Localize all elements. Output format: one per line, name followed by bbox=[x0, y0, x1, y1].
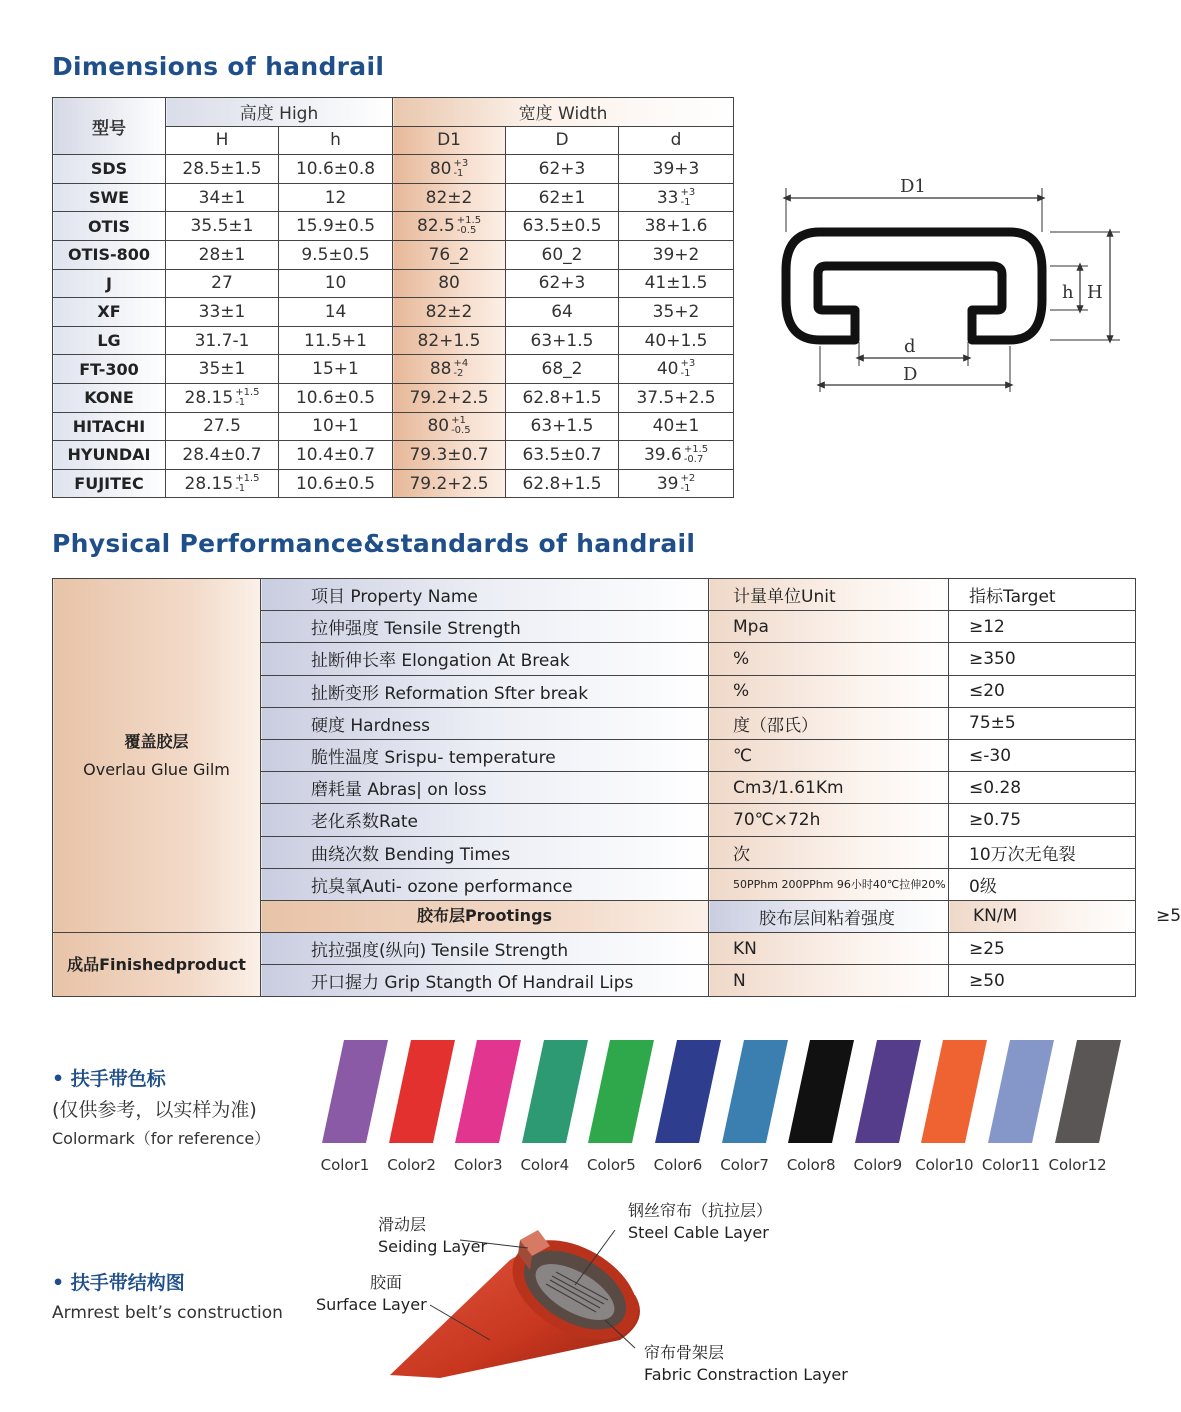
target-value: ≤0.28 bbox=[949, 772, 1136, 804]
dimension-row bbox=[53, 326, 734, 355]
dimension-cell-d bbox=[619, 383, 734, 412]
dimension-value: 88 bbox=[429, 359, 452, 380]
dimension-cell-d bbox=[619, 469, 734, 498]
dimension-value: 34±1 bbox=[198, 187, 246, 208]
dimension-row bbox=[53, 269, 734, 298]
dimension-value: 11.5+1 bbox=[304, 330, 367, 351]
handrail-cross-section-diagram bbox=[760, 170, 1140, 414]
performance-row: 胶布层Prootings 胶布层间粘着强度 KN/M ≥5 bbox=[53, 900, 1136, 932]
tolerance-upper: +1.5 bbox=[235, 472, 260, 484]
col-header-h: h bbox=[279, 126, 393, 155]
property-name: 脆性温度 Srispu- temperature bbox=[261, 739, 709, 771]
dimension-cell-D bbox=[506, 441, 619, 470]
dimension-cell-H bbox=[166, 355, 279, 384]
dimension-cell-d bbox=[619, 326, 734, 355]
dimension-cell-d bbox=[619, 298, 734, 327]
dimension-value: 12 bbox=[324, 187, 347, 208]
tolerance-lower: -0.5 bbox=[451, 425, 471, 437]
dimension-cell-D bbox=[506, 383, 619, 412]
dimension-value: 15.9±0.5 bbox=[295, 216, 376, 237]
target-value: ≥50 bbox=[949, 965, 1136, 997]
tolerance-lower: -0.5 bbox=[456, 225, 477, 237]
dimension-cell-h bbox=[279, 383, 393, 412]
dimension-cell-D bbox=[506, 298, 619, 327]
dimension-value: 28.5±1.5 bbox=[182, 158, 262, 179]
tolerance-lower: -1 bbox=[680, 368, 691, 380]
dimension-value: 9.5±0.5 bbox=[301, 244, 370, 265]
tolerance bbox=[451, 416, 471, 436]
dimension-value: 35+2 bbox=[652, 301, 700, 322]
model-name: FUJITEC bbox=[53, 469, 166, 498]
dimension-cell-D bbox=[506, 269, 619, 298]
dimension-value: 68_2 bbox=[541, 359, 583, 380]
surface-layer-label bbox=[316, 1272, 427, 1316]
dimension-cell-H bbox=[166, 326, 279, 355]
dimension-value: 37.5+2.5 bbox=[636, 387, 716, 408]
dimension-value: 63+1.5 bbox=[530, 416, 594, 437]
dimension-cell-h bbox=[279, 469, 393, 498]
dimension-value: 10.6±0.5 bbox=[295, 473, 376, 494]
tolerance-upper: +1 bbox=[451, 415, 466, 427]
dimension-cell-h bbox=[279, 326, 393, 355]
tolerance-lower: -2 bbox=[453, 368, 464, 380]
col-header-D: D bbox=[506, 126, 619, 155]
tolerance-upper: +3 bbox=[680, 186, 696, 198]
color-swatch bbox=[322, 1040, 394, 1144]
dimension-cell-H bbox=[166, 383, 279, 412]
property-name: 抗臭氧Auti- ozone performance bbox=[261, 868, 709, 900]
dimension-value: 62±1 bbox=[538, 187, 586, 208]
color-swatch-shape bbox=[921, 1040, 987, 1143]
dimension-value: 60_2 bbox=[541, 244, 583, 265]
tolerance bbox=[680, 359, 695, 379]
dimension-cell-D bbox=[506, 183, 619, 212]
unit-value: % bbox=[709, 675, 949, 707]
target-value: 75±5 bbox=[949, 707, 1136, 739]
target-value: ≥25 bbox=[949, 933, 1136, 965]
tolerance bbox=[235, 388, 259, 408]
dimension-cell-h bbox=[279, 155, 393, 184]
color-swatch-label: Color6 bbox=[653, 1156, 703, 1174]
label-H: H bbox=[1087, 282, 1103, 303]
fabric-layer-en: Fabric Constraction Layer bbox=[644, 1365, 848, 1384]
tolerance-upper: +3 bbox=[453, 157, 469, 169]
sliding-layer-label bbox=[378, 1214, 487, 1258]
group-overlay-glue-cn: 覆盖胶层 bbox=[124, 731, 189, 751]
dimension-value: 28±1 bbox=[198, 244, 246, 265]
dimension-row bbox=[53, 212, 734, 241]
color-mark-subtitle-cn: (仅供参考，以实样为准) bbox=[52, 1099, 257, 1121]
construction-subtitle: Armrest belt’s construction bbox=[52, 1303, 283, 1323]
dimension-value: 10 bbox=[324, 273, 347, 294]
dimension-value: 79.3±0.7 bbox=[409, 444, 489, 465]
dimension-value: 79.2+2.5 bbox=[409, 387, 489, 408]
tolerance bbox=[680, 188, 695, 208]
dimension-value: 64 bbox=[551, 301, 573, 322]
property-name: 开口握力 Grip Stangth Of Handrail Lips bbox=[261, 965, 709, 997]
dimension-cell-d bbox=[619, 155, 734, 184]
steel-cable-en: Steel Cable Layer bbox=[628, 1223, 769, 1242]
model-name: XF bbox=[53, 298, 166, 327]
dimension-value: 76_2 bbox=[428, 244, 470, 265]
performance-row bbox=[53, 933, 1136, 965]
color-swatch-label: Color5 bbox=[587, 1156, 636, 1174]
tolerance-lower: -1 bbox=[235, 396, 246, 408]
dimension-value: 10+1 bbox=[312, 416, 359, 437]
color-swatch-shape bbox=[588, 1040, 654, 1143]
dimension-value: 31.7-1 bbox=[194, 330, 250, 351]
dimension-value: 35±1 bbox=[198, 359, 246, 380]
unit-value: Mpa bbox=[709, 611, 949, 643]
color-swatch-shape bbox=[788, 1040, 854, 1143]
dimension-value: 80 bbox=[438, 273, 460, 294]
target-value: ≥0.75 bbox=[949, 804, 1136, 836]
dimensions-title: Dimensions of handrail bbox=[52, 52, 385, 81]
unit-value: 70℃×72h bbox=[709, 804, 949, 836]
dimension-value: 40 bbox=[656, 359, 679, 380]
dimension-cell-H bbox=[166, 412, 279, 441]
dimension-cell-D1 bbox=[393, 212, 506, 241]
color-swatch-shape bbox=[1055, 1040, 1121, 1143]
color-swatch-shape bbox=[322, 1040, 388, 1143]
col-header-D1: D1 bbox=[393, 126, 506, 155]
dimension-value: 10.6±0.5 bbox=[295, 387, 376, 408]
dimension-value: 14 bbox=[324, 301, 347, 322]
property-name: 扯断变形 Reformation Sfter break bbox=[261, 675, 709, 707]
dimension-cell-h bbox=[279, 212, 393, 241]
unit-value: 50PPhm 200PPhm 96小时40℃拉伸20% bbox=[709, 868, 949, 900]
unit-value: 次 bbox=[709, 836, 949, 868]
label-h: h bbox=[1062, 282, 1074, 303]
dimension-cell-d bbox=[619, 269, 734, 298]
col-header-d: d bbox=[619, 126, 734, 155]
color-swatch-label: Color3 bbox=[453, 1156, 503, 1174]
dimension-cell-h bbox=[279, 298, 393, 327]
unit-value: KN bbox=[709, 933, 949, 965]
dimension-cell-h bbox=[279, 240, 393, 269]
model-name: SWE bbox=[53, 183, 166, 212]
dimension-value: 28.15 bbox=[184, 473, 234, 494]
dimension-cell-H bbox=[166, 155, 279, 184]
color-swatch-shape bbox=[455, 1040, 521, 1143]
dimension-cell-d bbox=[619, 355, 734, 384]
color-swatch bbox=[522, 1040, 594, 1144]
dimension-cell-d bbox=[619, 183, 734, 212]
tolerance-upper: +2 bbox=[680, 472, 696, 484]
color-swatch-label: Color2 bbox=[387, 1156, 436, 1174]
dimension-value: 10.6±0.8 bbox=[295, 158, 376, 179]
dimension-value: 27.5 bbox=[203, 416, 241, 437]
dimension-value: 33 bbox=[656, 187, 679, 208]
dimension-row bbox=[53, 412, 734, 441]
tolerance bbox=[680, 474, 695, 494]
dimension-value: 38+1.6 bbox=[644, 216, 708, 237]
property-name: 硬度 Hardness bbox=[261, 707, 709, 739]
dimension-cell-D1 bbox=[393, 240, 506, 269]
dimension-cell-D1 bbox=[393, 298, 506, 327]
dimension-value: 33±1 bbox=[198, 301, 246, 322]
dimension-cell-H bbox=[166, 441, 279, 470]
construction-title: • 扶手带结构图 bbox=[52, 1272, 185, 1294]
dimension-value: 28.15 bbox=[184, 387, 234, 408]
label-d: d bbox=[904, 336, 916, 357]
color-swatch-label: Color10 bbox=[915, 1156, 974, 1174]
target-value: ≤20 bbox=[949, 675, 1136, 707]
dimension-value: 82±2 bbox=[425, 301, 473, 322]
color-swatch bbox=[655, 1040, 727, 1144]
dimension-cell-D1 bbox=[393, 355, 506, 384]
dimension-cell-D1 bbox=[393, 441, 506, 470]
tolerance-upper: +1.5 bbox=[456, 215, 482, 227]
width-group-header: 宽度 Width bbox=[393, 98, 734, 127]
sliding-layer-cn: 滑动层 bbox=[378, 1215, 427, 1234]
unit-value: Cm3/1.61Km bbox=[709, 772, 949, 804]
dimension-row bbox=[53, 469, 734, 498]
construction-section bbox=[52, 1268, 283, 1323]
model-name: HITACHI bbox=[53, 412, 166, 441]
dimension-cell-H bbox=[166, 469, 279, 498]
height-group-header: 高度 High bbox=[166, 98, 393, 127]
color-swatch bbox=[921, 1040, 993, 1144]
model-name: LG bbox=[53, 326, 166, 355]
target-value: ≤-30 bbox=[949, 739, 1136, 771]
color-swatch bbox=[455, 1040, 527, 1144]
dimension-cell-d bbox=[619, 412, 734, 441]
dimension-value: 39 bbox=[656, 473, 679, 494]
dimension-value: 82±2 bbox=[425, 187, 473, 208]
color-swatch-shape bbox=[522, 1040, 588, 1143]
dimension-cell-D1 bbox=[393, 469, 506, 498]
dimension-cell-D bbox=[506, 355, 619, 384]
dimension-value: 40±1 bbox=[652, 416, 700, 437]
dimension-cell-D1 bbox=[393, 326, 506, 355]
dimension-value: 28.4±0.7 bbox=[182, 444, 262, 465]
dimension-value: 62+3 bbox=[538, 158, 586, 179]
dimension-cell-H bbox=[166, 269, 279, 298]
unit-value: % bbox=[709, 643, 949, 675]
color-swatch bbox=[988, 1040, 1060, 1144]
color-swatch-shape bbox=[722, 1040, 788, 1143]
color-swatch-label: Color1 bbox=[320, 1156, 370, 1174]
color-swatch bbox=[722, 1040, 794, 1144]
dimension-row bbox=[53, 240, 734, 269]
dimension-row bbox=[53, 298, 734, 327]
unit-value: 度（邵氏） bbox=[709, 707, 949, 739]
dimension-value: 39.6 bbox=[643, 444, 682, 465]
dimension-value: 35.5±1 bbox=[190, 216, 254, 237]
dimension-value: 41±1.5 bbox=[644, 273, 708, 294]
dimension-cell-d bbox=[619, 441, 734, 470]
tolerance-lower: -1 bbox=[680, 482, 691, 494]
tolerance-lower: -1 bbox=[453, 167, 464, 179]
dimension-cell-D bbox=[506, 155, 619, 184]
color-swatch-label: Color4 bbox=[520, 1156, 570, 1174]
dimension-value: 40+1.5 bbox=[644, 330, 708, 351]
dimension-value: 10.4±0.7 bbox=[295, 444, 376, 465]
header-unit: 计量单位Unit bbox=[709, 579, 949, 611]
color-swatch-label: Color7 bbox=[720, 1156, 769, 1174]
dimension-value: 15+1 bbox=[312, 359, 359, 380]
dimension-value: 80 bbox=[427, 416, 450, 437]
dimension-row bbox=[53, 383, 734, 412]
tolerance bbox=[457, 216, 481, 236]
dimension-cell-D bbox=[506, 469, 619, 498]
color-mark-section bbox=[52, 1064, 270, 1149]
dimension-cell-D1 bbox=[393, 383, 506, 412]
dimension-cell-D bbox=[506, 412, 619, 441]
dimension-cell-D bbox=[506, 212, 619, 241]
dimension-value: 62.8+1.5 bbox=[522, 473, 602, 494]
dimension-value: 82+1.5 bbox=[417, 330, 481, 351]
dimension-cell-h bbox=[279, 269, 393, 298]
color-swatch-label: Color8 bbox=[786, 1156, 836, 1174]
model-header: 型号 bbox=[53, 98, 166, 155]
color-swatch-shape bbox=[855, 1040, 921, 1143]
property-name: 胶布层间粘着强度 bbox=[709, 900, 949, 932]
performance-title: Physical Performance&standards of handrail bbox=[52, 529, 696, 558]
tolerance-upper: +3 bbox=[680, 358, 696, 370]
property-name: 老化系数Rate bbox=[261, 804, 709, 836]
property-name: 曲绕次数 Bending Times bbox=[261, 836, 709, 868]
group-overlay-glue-en: Overlau Glue Gilm bbox=[83, 759, 230, 779]
group-prootings: 胶布层Prootings bbox=[261, 900, 709, 932]
model-name: HYUNDAI bbox=[53, 441, 166, 470]
property-name: 拉伸强度 Tensile Strength bbox=[261, 611, 709, 643]
dimension-row bbox=[53, 183, 734, 212]
dimension-cell-H bbox=[166, 183, 279, 212]
label-D1: D1 bbox=[900, 176, 926, 197]
model-name: OTIS-800 bbox=[53, 240, 166, 269]
property-name: 抗拉强度(纵向) Tensile Strength bbox=[261, 933, 709, 965]
dimension-value: 63.5±0.7 bbox=[522, 444, 602, 465]
dimension-value: 39+2 bbox=[652, 244, 700, 265]
dimension-row bbox=[53, 355, 734, 384]
dimension-cell-d bbox=[619, 212, 734, 241]
color-swatch-shape bbox=[988, 1040, 1054, 1143]
dimension-value: 80 bbox=[429, 158, 452, 179]
steel-cable-cn: 钢丝帘布（抗拉层） bbox=[628, 1201, 773, 1220]
target-value: ≥350 bbox=[949, 643, 1136, 675]
sliding-layer-en: Seiding Layer bbox=[378, 1237, 488, 1256]
dimension-value: 62+3 bbox=[538, 273, 586, 294]
color-swatch-label: Color9 bbox=[853, 1156, 903, 1174]
dimension-value: 63+1.5 bbox=[530, 330, 594, 351]
dimension-cell-h bbox=[279, 355, 393, 384]
property-name: 磨耗量 Abras| on loss bbox=[261, 772, 709, 804]
unit-value: KN/M bbox=[949, 900, 1136, 932]
dimension-cell-h bbox=[279, 412, 393, 441]
target-value: 10万次无龟裂 bbox=[949, 836, 1136, 868]
target-value: ≥12 bbox=[949, 611, 1136, 643]
dimension-value: 39+3 bbox=[652, 158, 700, 179]
color-swatch bbox=[1055, 1040, 1127, 1144]
performance-header-row bbox=[53, 579, 1136, 611]
color-swatch bbox=[588, 1040, 660, 1144]
tolerance-lower: -1 bbox=[680, 196, 691, 208]
label-D: D bbox=[903, 364, 918, 385]
color-swatch bbox=[389, 1040, 461, 1144]
dimension-cell-D1 bbox=[393, 412, 506, 441]
color-mark-subtitle-en: Colormark（for reference） bbox=[52, 1129, 271, 1148]
dimension-row bbox=[53, 155, 734, 184]
fabric-layer-label bbox=[644, 1342, 848, 1386]
color-swatch-label: Color11 bbox=[981, 1156, 1041, 1174]
header-target: 指标Target bbox=[949, 579, 1136, 611]
color-swatch-label: Color12 bbox=[1048, 1156, 1107, 1174]
color-mark-title: • 扶手带色标 bbox=[52, 1068, 166, 1090]
model-name: KONE bbox=[53, 383, 166, 412]
dimension-row bbox=[53, 441, 734, 470]
target-value: 0级 bbox=[949, 868, 1136, 900]
dimension-cell-h bbox=[279, 441, 393, 470]
dimension-value: 63.5±0.5 bbox=[522, 216, 602, 237]
dimension-value: 27 bbox=[211, 273, 233, 294]
dimension-cell-d bbox=[619, 240, 734, 269]
performance-table bbox=[52, 578, 1181, 997]
col-header-H: H bbox=[166, 126, 279, 155]
surface-layer-cn: 胶面 bbox=[370, 1273, 403, 1292]
color-swatch bbox=[855, 1040, 927, 1144]
dimension-cell-D1 bbox=[393, 269, 506, 298]
group-overlay-glue bbox=[53, 579, 261, 933]
tolerance bbox=[235, 474, 259, 494]
dimension-value: 62.8+1.5 bbox=[522, 387, 602, 408]
dimension-cell-H bbox=[166, 212, 279, 241]
model-name: OTIS bbox=[53, 212, 166, 241]
tolerance bbox=[684, 445, 708, 465]
unit-value: N bbox=[709, 965, 949, 997]
dimension-cell-D1 bbox=[393, 155, 506, 184]
tolerance bbox=[453, 359, 468, 379]
tolerance-upper: +1.5 bbox=[235, 386, 260, 398]
dimension-value: 79.2+2.5 bbox=[409, 473, 489, 494]
handrail-profile-shape bbox=[786, 232, 1042, 340]
surface-layer-en: Surface Layer bbox=[316, 1295, 427, 1314]
dimension-cell-D bbox=[506, 240, 619, 269]
header-property-name: 项目 Property Name bbox=[261, 579, 709, 611]
dimension-cell-H bbox=[166, 240, 279, 269]
property-name: 扯断伸长率 Elongation At Break bbox=[261, 643, 709, 675]
model-name: J bbox=[53, 269, 166, 298]
color-swatch-shape bbox=[655, 1040, 721, 1143]
tolerance-lower: -1 bbox=[235, 482, 246, 494]
tolerance bbox=[453, 159, 468, 179]
tolerance-lower: -0.7 bbox=[683, 453, 704, 465]
color-swatch bbox=[788, 1040, 860, 1144]
steel-cable-layer-label bbox=[628, 1200, 772, 1244]
dimension-cell-D bbox=[506, 326, 619, 355]
tolerance-upper: +1.5 bbox=[683, 443, 709, 455]
model-name: FT-300 bbox=[53, 355, 166, 384]
dimension-cell-h bbox=[279, 183, 393, 212]
dimension-cell-D1 bbox=[393, 183, 506, 212]
group-finished-product: 成品Finishedproduct bbox=[53, 933, 261, 997]
model-name: SDS bbox=[53, 155, 166, 184]
color-swatch-shape bbox=[389, 1040, 455, 1143]
dimensions-table bbox=[52, 97, 734, 498]
unit-value: ℃ bbox=[709, 739, 949, 771]
fabric-layer-cn: 帘布骨架层 bbox=[644, 1343, 725, 1362]
tolerance-upper: +4 bbox=[453, 358, 469, 370]
dimension-value: 82.5 bbox=[416, 216, 455, 237]
cross-section-svg bbox=[760, 170, 1140, 410]
dimension-cell-H bbox=[166, 298, 279, 327]
